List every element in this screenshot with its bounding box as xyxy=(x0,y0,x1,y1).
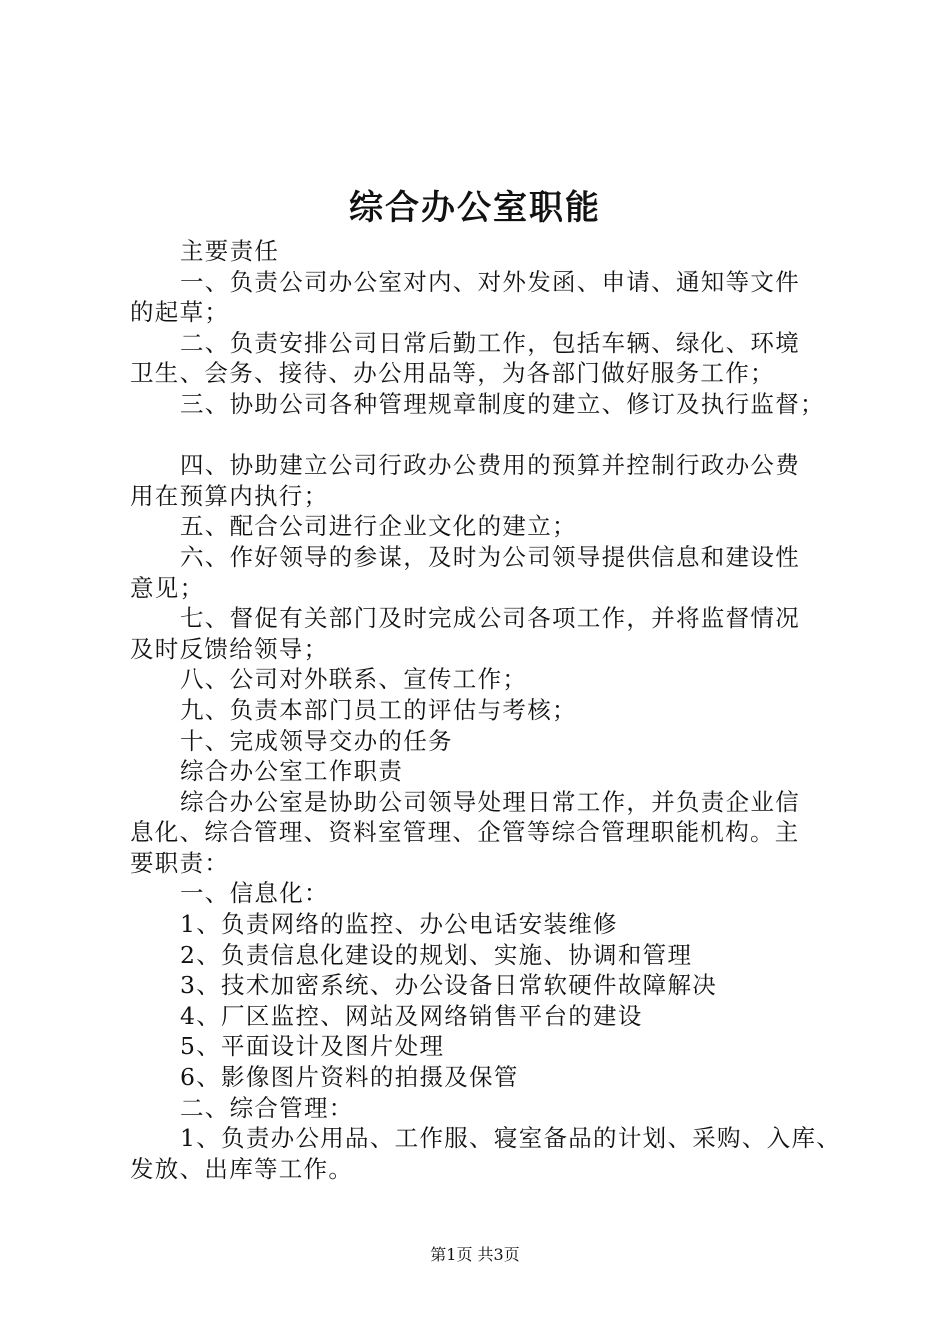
text-line: 3、技术加密系统、办公设备日常软硬件故障解决 xyxy=(180,971,718,1000)
text-line: 1、负责网络的监控、办公电话安装维修 xyxy=(180,910,618,939)
text-line: 五、配合公司进行企业文化的建立； xyxy=(180,512,577,541)
page-footer: 第1页 共3页 xyxy=(430,1245,520,1264)
text-line: 三、协助公司各种管理规章制度的建立、修订及执行监督； xyxy=(180,389,825,418)
text-line: 一、负责公司办公室对内、对外发函、申请、通知等文件 xyxy=(180,267,800,296)
text-line: 四、协助建立公司行政办公费用的预算并控制行政办公费 xyxy=(180,451,800,480)
text-line: 八、公司对外联系、宣传工作； xyxy=(180,665,528,694)
text-line: 六、作好领导的参谋，及时为公司领导提供信息和建设性 xyxy=(180,542,800,571)
text-line: 一、信息化： xyxy=(180,879,329,908)
text-line: 发放、出库等工作。 xyxy=(130,1154,354,1183)
text-line: 及时反馈给领导； xyxy=(130,634,329,663)
text-line: 综合办公室工作职责 xyxy=(180,757,404,786)
text-line: 2、负责信息化建设的规划、实施、协调和管理 xyxy=(180,940,693,969)
text-line: 综合办公室是协助公司领导处理日常工作，并负责企业信 xyxy=(180,787,800,816)
text-line: 九、负责本部门员工的评估与考核； xyxy=(180,695,577,724)
text-line: 5、平面设计及图片处理 xyxy=(180,1032,445,1061)
text-line: 要职责： xyxy=(130,848,230,877)
text-line: 二、负责安排公司日常后勤工作，包括车辆、绿化、环境 xyxy=(180,328,800,357)
text-line: 二、综合管理： xyxy=(180,1093,354,1122)
text-line: 息化、综合管理、资料室管理、企管等综合管理职能机构。主 xyxy=(130,818,800,847)
text-line: 1、负责办公用品、工作服、寝室备品的计划、采购、入库、 xyxy=(180,1124,842,1153)
text-line: 6、影像图片资料的拍摄及保管 xyxy=(180,1063,519,1092)
text-line: 卫生、会务、接待、办公用品等，为各部门做好服务工作； xyxy=(130,359,775,388)
document-body xyxy=(130,236,842,1184)
text-line: 意见； xyxy=(130,573,205,602)
text-line: 十、完成领导交办的任务 xyxy=(180,726,453,755)
text-line: 主要责任 xyxy=(180,237,280,265)
blank-line xyxy=(130,420,835,451)
text-line: 七、督促有关部门及时完成公司各项工作，并将监督情况 xyxy=(180,604,800,633)
text-line: 4、厂区监控、网站及网络销售平台的建设 xyxy=(180,1001,643,1030)
text-line: 用在预算内执行； xyxy=(130,481,329,510)
page-title: 综合办公室职能 xyxy=(349,188,601,228)
text-line: 的起草； xyxy=(130,298,230,327)
